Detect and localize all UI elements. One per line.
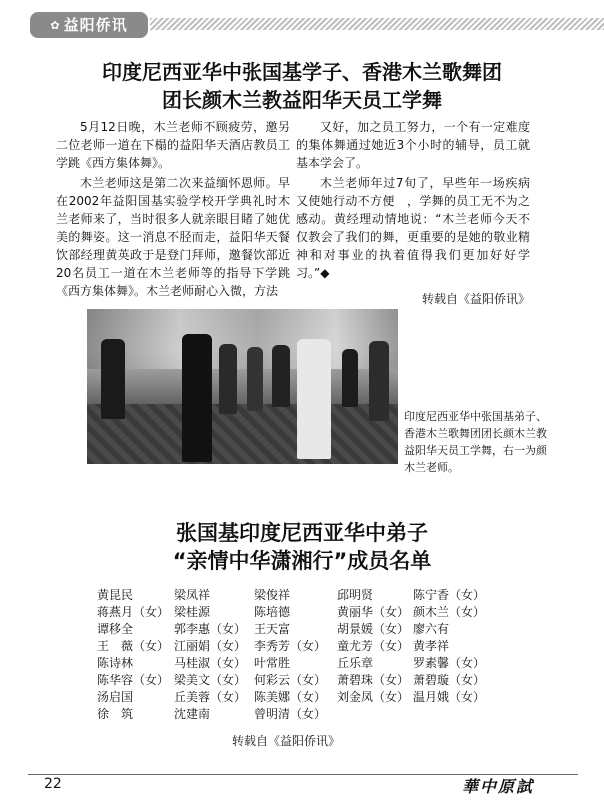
member-name: 何彩云（女） <box>254 673 327 687</box>
list-title <box>100 519 504 575</box>
member-name: 黄昆民 <box>97 588 134 602</box>
member-name: 陈诗林 <box>97 656 134 670</box>
article-title-line2: 团长颜木兰教益阳华天员工学舞 <box>162 88 442 112</box>
paragraph: 5月12日晚，木兰老师不顾疲劳，邀另二位老师一道在下榻的益阳华天酒店教员工学跳《西方集体舞》。 <box>56 120 290 170</box>
member-name: 王 薇（女） <box>97 639 170 653</box>
member-column <box>174 587 246 723</box>
list-source: 转载自《益阳侨讯》 <box>232 734 341 748</box>
dancer-figure <box>247 347 263 411</box>
paragraph: 木兰老师这是第二次来益缅怀恩师。早在2002年益阳国基实验学校开学典礼时木兰老师来了，当时很多人就亲眼目睹了她优美的舞姿。这一消息不胫而走，益阳华天餐饮部经理黄英政于是登门拜师，邀餐饮部近20名员工一道在木兰老师等的指导下学跳《西方集体舞》。木兰老师耐心入微，方法 <box>56 176 290 298</box>
photo-caption: 印度尼西亚华中张国基弟子、香港木兰歌舞团团长颜木兰教益阳华天员工学舞，右一为颜木兰老师。 <box>404 410 547 474</box>
dancer-figure <box>182 334 212 462</box>
section-tab <box>30 12 148 38</box>
dancer-figure <box>219 344 237 414</box>
list-title-line2: “亲情中华潇湘行”成员名单 <box>172 549 432 573</box>
member-name: 邱明贤 <box>337 588 374 602</box>
member-name: 江丽娟（女） <box>174 639 247 653</box>
dancer-figure <box>342 349 358 407</box>
member-name: 徐 筑 <box>97 707 134 721</box>
member-name: 陈宁香（女） <box>413 588 486 602</box>
member-column <box>97 587 169 723</box>
member-name: 梁凤祥 <box>174 588 211 602</box>
member-column <box>254 587 326 723</box>
dancer-figure <box>101 339 125 419</box>
member-name: 陈华容（女） <box>97 673 170 687</box>
dancer-figure <box>369 341 389 421</box>
member-name: 叶常胜 <box>254 656 291 670</box>
member-name: 蒋燕月（女） <box>97 605 170 619</box>
member-name: 罗素馨（女） <box>413 656 486 670</box>
member-name: 廖六有 <box>413 622 450 636</box>
member-name: 梁美文（女） <box>174 673 247 687</box>
magazine-brand: 華中原試 <box>462 777 535 796</box>
paragraph: 又好，加之员工努力，一个有一定难度的集体舞通过她近3个小时的辅导，员工就基本学会了。 <box>296 120 530 170</box>
member-name: 颜木兰（女） <box>413 605 486 619</box>
photo-floor <box>87 404 398 464</box>
member-name: 王天富 <box>254 622 291 636</box>
member-name: 童尤芳（女） <box>337 639 410 653</box>
article-title <box>30 58 574 114</box>
member-column <box>413 587 485 706</box>
member-name: 马桂淑（女） <box>174 656 247 670</box>
paragraph: 木兰老师年过7旬了，早些年一场疾病又使她行动不方便 ，学舞的员工无不为之感动。黄经理动情地说：“木兰老师今天不仅教会了我们的舞，更重要的是她的敬业精神和对事业的执着值得我们更加好好学习。”◆ <box>296 176 530 280</box>
member-name: 李秀芳（女） <box>254 639 327 653</box>
member-column <box>337 587 409 706</box>
section-label: 益阳侨讯 <box>63 16 128 34</box>
page-number: 22 <box>44 776 62 792</box>
dance-photo <box>87 309 398 464</box>
member-name: 黄丽华（女） <box>337 605 410 619</box>
member-name: 陈美娜（女） <box>254 690 327 704</box>
member-name: 谭移全 <box>97 622 134 636</box>
dancer-figure <box>297 339 331 459</box>
member-name: 陈培德 <box>254 605 291 619</box>
member-name: 丘乐章 <box>337 656 374 670</box>
member-name: 刘金凤（女） <box>337 690 410 704</box>
member-name: 曾明清（女） <box>254 707 327 721</box>
member-name: 萧碧璇（女） <box>413 673 486 687</box>
member-name: 汤启国 <box>97 690 134 704</box>
member-name: 丘美蓉（女） <box>174 690 247 704</box>
member-name: 郭李惠（女） <box>174 622 247 636</box>
section-header <box>0 12 604 38</box>
flower-icon: ✿ <box>50 19 61 32</box>
member-name: 梁桂源 <box>174 605 211 619</box>
list-title-line1: 张国基印度尼西亚华中弟子 <box>176 521 428 545</box>
article-title-line1: 印度尼西亚华中张国基学子、香港木兰歌舞团 <box>102 60 502 84</box>
header-stripe <box>150 18 604 30</box>
article-column-right <box>296 118 530 308</box>
member-name: 梁俊祥 <box>254 588 291 602</box>
dancer-figure <box>272 345 290 407</box>
member-name: 黄孝祥 <box>413 639 450 653</box>
member-name: 温月娥（女） <box>413 690 486 704</box>
article-column-left <box>56 118 290 302</box>
member-name: 沈建南 <box>174 707 211 721</box>
member-name: 萧碧珠（女） <box>337 673 410 687</box>
member-name: 胡景媛（女） <box>337 622 410 636</box>
article-source: 转载自《益阳侨讯》 <box>421 292 530 306</box>
